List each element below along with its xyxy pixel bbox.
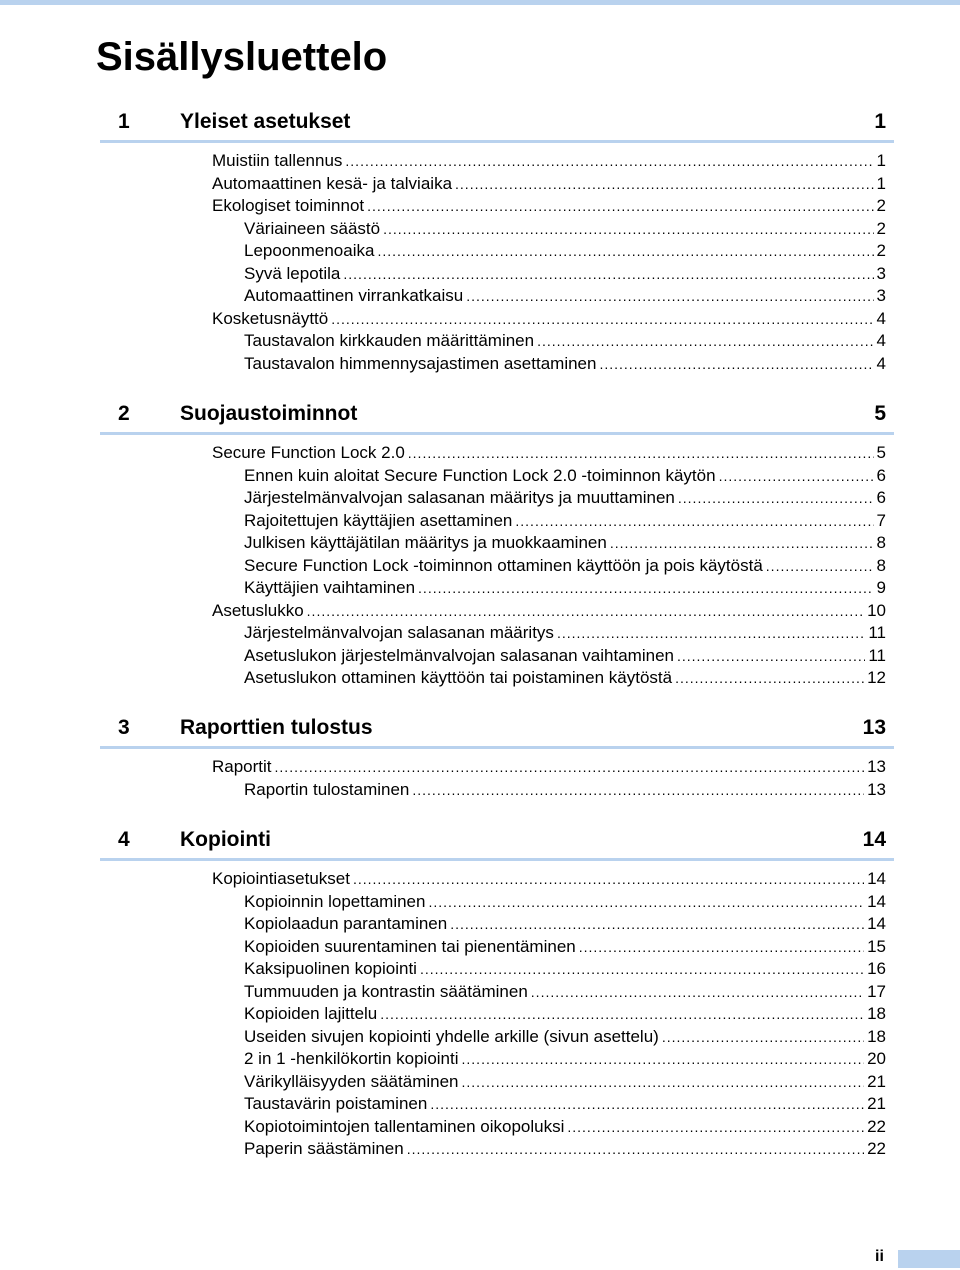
toc-label: Järjestelmänvalvojan salasanan määritys ja muuttaminen: [244, 488, 675, 507]
chapter-heading-4[interactable]: [100, 828, 894, 861]
chapter-title: Suojaustoiminnot: [180, 402, 358, 425]
chapter-number: 4: [118, 828, 130, 851]
toc-page: 9: [876, 578, 886, 597]
toc-label: Raportin tulostaminen: [244, 780, 410, 799]
chapter-heading-2[interactable]: [100, 402, 894, 435]
dot-leader: [418, 577, 873, 599]
dot-leader: [383, 218, 873, 240]
toc-page: 12: [867, 668, 886, 687]
toc-subentry[interactable]: [244, 555, 886, 577]
toc-subentry[interactable]: [244, 240, 886, 262]
dot-leader: [599, 353, 873, 375]
dot-leader: [377, 240, 873, 262]
dot-leader: [343, 263, 873, 285]
toc-subentry[interactable]: [244, 1138, 886, 1160]
dot-leader: [567, 1116, 864, 1138]
dot-leader: [307, 600, 864, 622]
toc-page: 7: [876, 511, 886, 530]
chapter-number: 2: [118, 402, 130, 425]
toc-entry[interactable]: [212, 308, 886, 330]
toc-subentry[interactable]: [244, 1003, 886, 1025]
toc-subentry[interactable]: [244, 958, 886, 980]
toc-label: Kopioiden lajittelu: [244, 1004, 378, 1023]
toc-subentry[interactable]: [244, 667, 886, 689]
toc-subentry[interactable]: [244, 353, 886, 375]
top-accent-bar: [0, 0, 960, 5]
dot-leader: [677, 645, 865, 667]
toc-entry[interactable]: [212, 150, 886, 172]
chapter-page: 13: [862, 716, 886, 739]
dot-leader: [462, 1048, 865, 1070]
toc-page: 21: [867, 1094, 886, 1113]
toc-subentry[interactable]: [244, 510, 886, 532]
toc-page: 15: [867, 937, 886, 956]
toc-page: 2: [876, 241, 886, 260]
toc-label: Kaksipuolinen kopiointi: [244, 959, 417, 978]
toc-label: Paperin säästäminen: [244, 1139, 404, 1158]
toc-subentry[interactable]: [244, 936, 886, 958]
toc-page: 17: [867, 982, 886, 1001]
toc-label: Kopiolaadun parantaminen: [244, 914, 448, 933]
toc-subentry[interactable]: [244, 981, 886, 1003]
toc-subentry[interactable]: [244, 913, 886, 935]
toc-page: 6: [876, 466, 886, 485]
toc-page: 1: [876, 151, 886, 170]
toc-page: 11: [868, 623, 886, 642]
toc-label: Julkisen käyttäjätilan määritys ja muokkaaminen: [244, 533, 607, 552]
toc-entry[interactable]: [212, 173, 886, 195]
dot-leader: [719, 465, 874, 487]
toc-page: 14: [867, 869, 886, 888]
chapter-page: 14: [862, 828, 886, 851]
toc-label: Asetuslukko: [212, 601, 304, 620]
chapter-page: 5: [874, 402, 886, 425]
toc-subentry[interactable]: [244, 1093, 886, 1115]
toc-label: Ekologiset toiminnot: [212, 196, 365, 215]
toc-page: 18: [867, 1027, 886, 1046]
toc-label: Kopiointiasetukset: [212, 869, 350, 888]
dot-leader: [766, 555, 874, 577]
dot-leader: [466, 285, 873, 307]
footer-accent-bar: [898, 1250, 960, 1268]
dot-leader: [412, 779, 864, 801]
dot-leader: [537, 330, 873, 352]
toc-label: Taustavalon himmennysajastimen asettaminen: [244, 354, 597, 373]
toc-subentry[interactable]: [244, 487, 886, 509]
toc-label: Secure Function Lock 2.0: [212, 443, 405, 462]
toc-page: 21: [867, 1072, 886, 1091]
chapter-page: 1: [874, 110, 886, 133]
toc-page: 11: [868, 646, 886, 665]
toc-subentry[interactable]: [244, 577, 886, 599]
dot-leader: [579, 936, 864, 958]
dot-leader: [428, 891, 864, 913]
toc-label: Asetuslukon järjestelmänvalvojan salasanan vaihtaminen: [244, 646, 674, 665]
toc-label: Lepoonmenoaika: [244, 241, 375, 260]
toc-subentry[interactable]: [244, 1116, 886, 1138]
toc-page: 1: [876, 174, 886, 193]
dot-leader: [462, 1071, 865, 1093]
toc-subentry[interactable]: [244, 1048, 886, 1070]
toc-page: 4: [876, 354, 886, 373]
toc-entry[interactable]: [212, 195, 886, 217]
dot-leader: [557, 622, 865, 644]
chapter-heading-1[interactable]: [100, 110, 894, 143]
page-number: ii: [875, 1248, 884, 1265]
toc-subentry[interactable]: [244, 285, 886, 307]
toc-label: Järjestelmänvalvojan salasanan määritys: [244, 623, 554, 642]
dot-leader: [275, 756, 865, 778]
dot-leader: [345, 150, 873, 172]
toc-label: Automaattinen kesä- ja talviaika: [212, 174, 453, 193]
toc-page: 8: [876, 533, 886, 552]
toc-label: Värikylläisyyden säätäminen: [244, 1072, 459, 1091]
dot-leader: [675, 667, 864, 689]
toc-label: Useiden sivujen kopiointi yhdelle arkille (sivun asettelu): [244, 1027, 659, 1046]
dot-leader: [531, 981, 864, 1003]
toc-page: 3: [876, 286, 886, 305]
toc-subentry[interactable]: [244, 622, 886, 644]
chapter-heading-3[interactable]: [100, 716, 894, 749]
toc-label: Kopioiden suurentaminen tai pienentäminen: [244, 937, 576, 956]
toc-page: 2: [876, 219, 886, 238]
toc-page: 18: [867, 1004, 886, 1023]
toc-label: Ennen kuin aloitat Secure Function Lock 2.0 -toiminnon käytön: [244, 466, 716, 485]
toc-label: 2 in 1 -henkilökortin kopiointi: [244, 1049, 459, 1068]
toc-label: Rajoitettujen käyttäjien asettaminen: [244, 511, 513, 530]
toc-label: Tummuuden ja kontrastin säätäminen: [244, 982, 528, 1001]
dot-leader: [450, 913, 864, 935]
toc-label: Taustavalon kirkkauden määrittäminen: [244, 331, 535, 350]
dot-leader: [367, 195, 873, 217]
toc-page: 13: [867, 780, 886, 799]
toc-label: Asetuslukon ottaminen käyttöön tai poistaminen käytöstä: [244, 668, 673, 687]
toc-page: 20: [867, 1049, 886, 1068]
toc-label: Väriaineen säästö: [244, 219, 381, 238]
chapter-number: 1: [118, 110, 130, 133]
toc-subentry[interactable]: [244, 330, 886, 352]
toc-label: Raportit: [212, 757, 272, 776]
toc-page: 4: [876, 331, 886, 350]
toc-subentry[interactable]: [244, 779, 886, 801]
toc-page: 14: [867, 892, 886, 911]
dot-leader: [380, 1003, 864, 1025]
toc-subentry[interactable]: [244, 891, 886, 913]
toc-subentry[interactable]: [244, 1026, 886, 1048]
toc-label: Käyttäjien vaihtaminen: [244, 578, 416, 597]
toc-page: 5: [876, 443, 886, 462]
toc-page: 6: [876, 488, 886, 507]
toc-entry[interactable]: [212, 868, 886, 890]
toc-page: 13: [867, 757, 886, 776]
toc-label: Kosketusnäyttö: [212, 309, 329, 328]
chapter-title: Yleiset asetukset: [180, 110, 351, 133]
page-title: Sisällysluettelo: [96, 35, 388, 79]
dot-leader: [331, 308, 873, 330]
dot-leader: [662, 1026, 864, 1048]
chapter-title: Kopiointi: [180, 828, 271, 851]
dot-leader: [420, 958, 864, 980]
toc-label: Taustavärin poistaminen: [244, 1094, 428, 1113]
toc-label: Muistiin tallennus: [212, 151, 343, 170]
chapter-title: Raporttien tulostus: [180, 716, 373, 739]
toc-page: 14: [867, 914, 886, 933]
toc-page: 22: [867, 1139, 886, 1158]
chapter-number: 3: [118, 716, 130, 739]
dot-leader: [353, 868, 864, 890]
toc-page: 22: [867, 1117, 886, 1136]
toc-subentry[interactable]: [244, 218, 886, 240]
toc-entry[interactable]: [212, 442, 886, 464]
toc-subentry[interactable]: [244, 1071, 886, 1093]
toc-label: Secure Function Lock -toiminnon ottaminen käyttöön ja pois käytöstä: [244, 556, 763, 575]
toc-page: 16: [867, 959, 886, 978]
toc-page: 8: [876, 556, 886, 575]
dot-leader: [678, 487, 874, 509]
toc-page: 2: [876, 196, 886, 215]
toc-subentry[interactable]: [244, 263, 886, 285]
toc-page: 4: [876, 309, 886, 328]
dot-leader: [610, 532, 874, 554]
toc-subentry[interactable]: [244, 465, 886, 487]
toc-label: Syvä lepotila: [244, 264, 341, 283]
toc-entry[interactable]: [212, 600, 886, 622]
toc-entry[interactable]: [212, 756, 886, 778]
dot-leader: [455, 173, 874, 195]
toc-subentry[interactable]: [244, 532, 886, 554]
toc-page: 10: [867, 601, 886, 620]
toc-label: Kopioinnin lopettaminen: [244, 892, 426, 911]
toc-label: Kopiotoimintojen tallentaminen oikopoluksi: [244, 1117, 565, 1136]
toc-page: 3: [876, 264, 886, 283]
dot-leader: [515, 510, 873, 532]
toc-subentry[interactable]: [244, 645, 886, 667]
dot-leader: [430, 1093, 864, 1115]
dot-leader: [407, 1138, 864, 1160]
toc-label: Automaattinen virrankatkaisu: [244, 286, 464, 305]
dot-leader: [408, 442, 874, 464]
